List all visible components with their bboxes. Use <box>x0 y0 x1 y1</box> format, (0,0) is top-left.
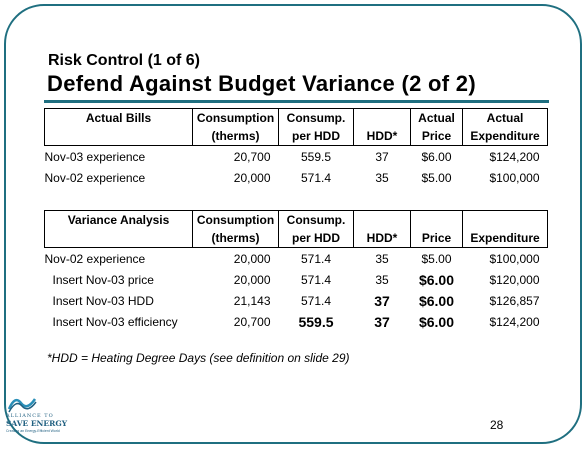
column-header: Expenditure <box>463 229 548 248</box>
column-header: Actual <box>411 109 463 128</box>
column-header: Consump. <box>279 109 354 128</box>
column-header: (therms) <box>193 229 279 248</box>
table-row <box>45 269 548 290</box>
table-header-row <box>45 229 548 248</box>
column-header: HDD* <box>354 127 411 146</box>
column-header <box>411 211 463 230</box>
column-header: Actual Bills <box>45 109 193 128</box>
consumption-cell: 20,700 <box>233 314 271 329</box>
hdd-cell: 35 <box>375 170 389 185</box>
column-header: Price <box>411 229 463 248</box>
consump-per-hdd-cell: 571.4 <box>300 293 332 308</box>
column-header: Consump. <box>279 211 354 230</box>
consump-per-hdd-cell: 571.4 <box>300 170 332 185</box>
price-cell: $5.00 <box>421 170 452 185</box>
column-header: Expenditure <box>463 127 548 146</box>
table-row <box>45 248 548 270</box>
column-header: (therms) <box>193 127 279 146</box>
hdd-cell-highlight: 37 <box>374 313 390 330</box>
hdd-cell: 37 <box>375 149 389 164</box>
table-header-row <box>45 211 548 230</box>
slide-subtitle: Risk Control (1 of 6) <box>48 52 201 69</box>
consump-per-hdd-cell: 559.5 <box>300 149 332 164</box>
column-header: per HDD <box>279 229 354 248</box>
table-row <box>45 290 548 311</box>
row-label: Nov-02 experience <box>44 251 146 266</box>
expenditure-cell: $124,200 <box>489 314 540 329</box>
consumption-cell: 20,000 <box>233 170 271 185</box>
column-header <box>45 229 193 248</box>
slide-title: Defend Against Budget Variance (2 of 2) <box>47 71 476 96</box>
price-cell: $6.00 <box>421 149 452 164</box>
hdd-cell-highlight: 37 <box>374 292 390 309</box>
actual-bills-table <box>44 108 548 188</box>
column-header: Consumption <box>193 211 279 230</box>
expenditure-cell: $100,000 <box>489 251 540 266</box>
column-header <box>45 127 193 146</box>
column-header <box>354 211 411 230</box>
column-header: Consumption <box>193 109 279 128</box>
hdd-cell: 35 <box>375 272 389 287</box>
consump-per-hdd-cell-highlight: 559.5 <box>298 313 334 330</box>
consumption-cell: 20,700 <box>233 149 271 164</box>
column-header: Price <box>411 127 463 146</box>
consumption-cell: 20,000 <box>233 251 271 266</box>
footnote: *HDD = Heating Degree Days (see definition on slide 29) <box>47 351 350 365</box>
row-label: Nov-02 experience <box>44 170 146 185</box>
hdd-cell: 35 <box>375 251 389 266</box>
price-cell: $5.00 <box>421 251 452 266</box>
expenditure-cell: $126,857 <box>489 293 540 308</box>
table-row <box>45 146 548 168</box>
alliance-to-save-energy-logo <box>6 393 68 437</box>
table-header-row <box>45 127 548 146</box>
price-cell-highlight: $6.00 <box>418 271 455 288</box>
variance-analysis-table <box>44 210 548 332</box>
consumption-cell: 20,000 <box>233 272 271 287</box>
table-row <box>45 311 548 332</box>
table-header-row <box>45 109 548 128</box>
row-label: Insert Nov-03 price <box>52 272 154 287</box>
expenditure-cell: $120,000 <box>489 272 540 287</box>
price-cell-highlight: $6.00 <box>418 292 455 309</box>
wave-logo-icon <box>7 393 37 413</box>
logo-line1: ALLIANCE TO <box>6 413 54 419</box>
column-header <box>354 109 411 128</box>
page-number: 28 <box>490 418 504 432</box>
column-header: Actual <box>463 109 548 128</box>
expenditure-cell: $124,200 <box>489 149 540 164</box>
column-header <box>463 211 548 230</box>
consump-per-hdd-cell: 571.4 <box>300 251 332 266</box>
row-label: Nov-03 experience <box>44 149 146 164</box>
consump-per-hdd-cell: 571.4 <box>300 272 332 287</box>
logo-line2: SAVE ENERGY <box>6 419 68 428</box>
table-row <box>45 167 548 188</box>
column-header: HDD* <box>354 229 411 248</box>
row-label: Insert Nov-03 efficiency <box>52 314 178 329</box>
column-header: Variance Analysis <box>45 211 193 230</box>
expenditure-cell: $100,000 <box>489 170 540 185</box>
logo-tagline: Creating an Energy-Efficient World <box>6 429 60 433</box>
consumption-cell: 21,143 <box>233 293 271 308</box>
price-cell-highlight: $6.00 <box>418 313 455 330</box>
row-label: Insert Nov-03 HDD <box>52 293 154 308</box>
title-underline <box>44 100 549 103</box>
column-header: per HDD <box>279 127 354 146</box>
